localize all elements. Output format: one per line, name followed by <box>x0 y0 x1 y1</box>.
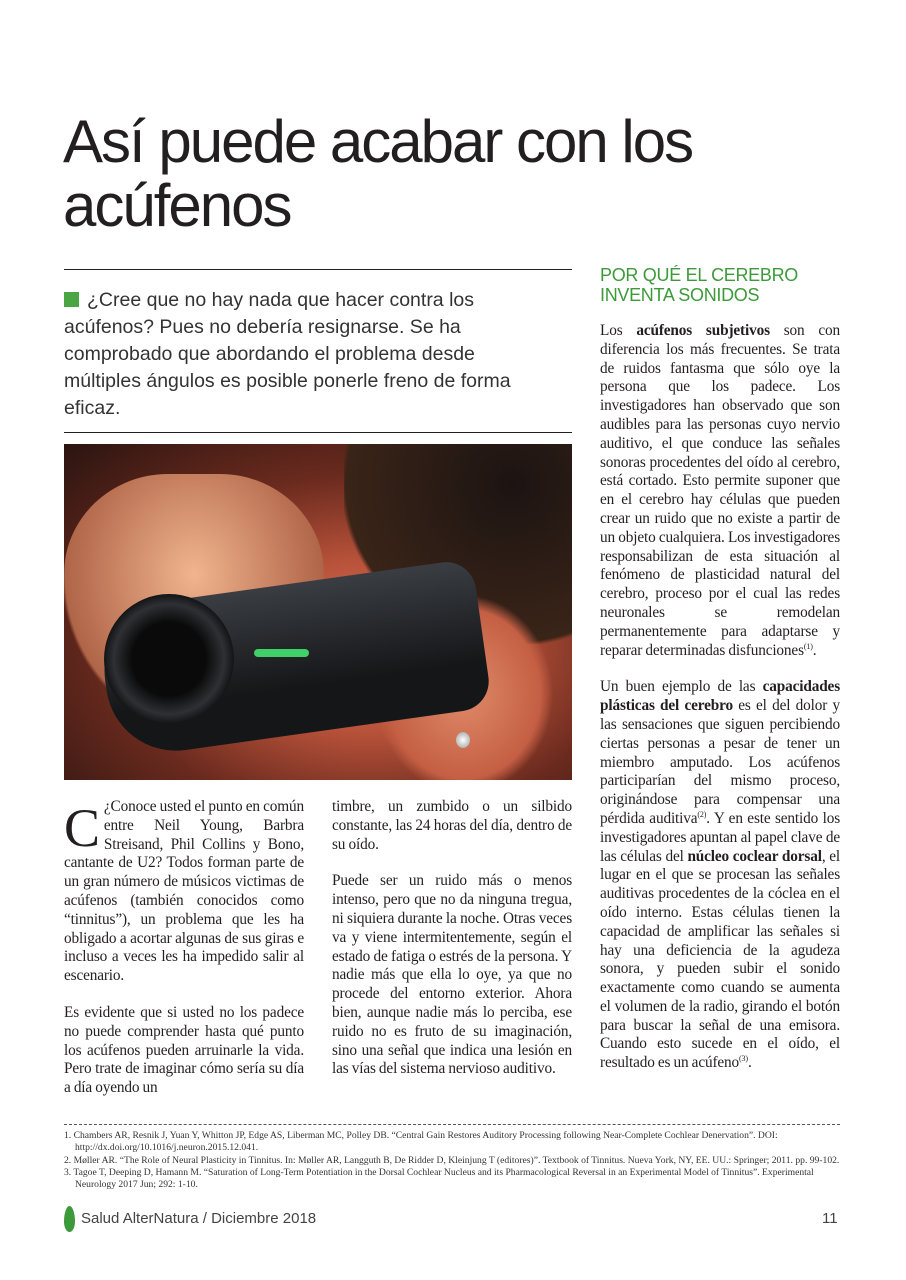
lead-text: ¿Cree que no hay nada que hacer contra los acúfenos? Pues no debería resignarse. Se ha comprobado que abordando el problema desde múltiples ángulos es posible ponerle freno de forma eficaz. <box>64 289 511 419</box>
column-1 <box>64 798 304 1116</box>
column-2 <box>332 798 572 1097</box>
leaf-logo-icon <box>64 1206 75 1232</box>
footnote: 3. Tagoe T, Deeping D, Hamann M. “Saturation of Long-Term Potentiation in the Dorsal Cochlear Nucleus and its Pharmacological Reversal in an Experimental Model of Tinnitus”. Experimental Neurology 2017 Jun; 292: 1-10. <box>64 1166 814 1191</box>
footnote-ref: (2) <box>697 809 707 819</box>
divider <box>64 432 572 433</box>
page-number: 11 <box>822 1210 838 1227</box>
footnote-ref: (1) <box>803 641 813 651</box>
footnote: 2. Møller AR. “The Role of Neural Plasticity in Tinnitus. In: Møller AR, Langguth B, De Ridder D, Kleinjung T (editores)”. Textbook of Tinnitus. Nueva York, NY, EE. UU.: Springer; 2011. pp. 99-102. <box>64 1154 840 1166</box>
footnote: 1. Chambers AR, Resnik J, Yuan Y, Whitton JP, Edge AS, Liberman MC, Polley DB. “Central Gain Restores Auditory Processing following Near-Complete Cochlear Denervation”. DOI: http://dx.doi.org/10.1016/j.neuron.2015.12.041. <box>64 1130 778 1154</box>
footnote-ref: (3) <box>739 1054 748 1064</box>
paragraph: Puede ser un ruido más o menos intenso, pero que no da ninguna tregua, ni siquiera durante la noche. Otras veces va y viene intermitentemente, según el estado de fatiga o estrés de la persona. Y nadie más que ella lo oye, ya que no procede del entorno exterior. Ahora bien, aunque nadie más lo perciba, ese ruido no es fruto de su imaginación, sino una señal que indica una lesión en las vías del sistema nervioso auditivo. <box>332 872 572 1078</box>
footnote-divider <box>64 1124 840 1125</box>
divider <box>64 269 572 270</box>
article-title: Así puede acabar con los acúfenos <box>63 108 693 239</box>
footnotes <box>64 1130 844 1191</box>
paragraph: Un buen ejemplo de las capacidades plásticas del cerebro es el del dolor y las sensaciones que siguen percibiendo ciertas personas a pesar de tener un miembro amputado. Los acúfenos participarían del mismo proceso, originándose para compensar una pérdida auditiva$^{(2)}$. Y en este sentido los investigadores apuntan al papel clave de las células del núcleo coclear dorsal, el lugar en el que se procesan las señales auditivas procedentes de la cóclea en el oído interno. Estas células tienen la capacidad de amplificar las señales si hay una deficiencia de la agudeza sonora, y pueden subir el sonido exactamente como cuando se aumenta el volumen de la radio, girando el botón para buscar la señal de una emisora. Cuando esto sucede en el oído, el resultado es un acúfeno$^{(3)}$. <box>600 678 840 1072</box>
column-3 <box>600 322 840 1091</box>
lead-paragraph <box>64 287 544 422</box>
section-heading: POR QUÉ EL CEREBRO INVENTA SONIDOS <box>600 265 798 305</box>
paragraph: timbre, un zumbido o un silbido constante, las 24 horas del día, dentro de su oído. <box>332 798 572 853</box>
paragraph: Los acúfenos subjetivos son con diferencia los más frecuentes. Se trata de ruidos fantasma que sólo oye la persona que los padece. Los investigadores han observado que son audibles para las personas cuyo nervio auditivo, el que conduce las señales sonoras procedentes del oído al cerebro, está cortado. Esto permite suponer que en el cerebro hay células que pueden crear un ruido que no existe a partir de un objeto cualquiera. Los investigadores responsabilizan de esta situación al fenómeno de plasticidad natural del cerebro, proceso por el cual las redes neuronales se remodelan permanentemente para adaptarse y reparar determinadas disfunciones$^{(1)}$. <box>600 322 840 659</box>
paragraph: Es evidente que si usted no los padece no puede comprender hasta qué punto los acúfenos pueden arruinarle la vida. Pero trate de imaginar cómo sería su día a día oyendo un <box>64 1003 304 1097</box>
publication-name: Salud AlterNatura / Diciembre 2018 <box>81 1210 317 1227</box>
otoscope-ear-photo <box>64 444 572 780</box>
square-bullet-icon <box>64 292 79 307</box>
drop-cap: C <box>64 798 100 858</box>
paragraph: ¿Conoce usted el punto en común entre Neil Young, Barbra Streisand, Phil Collins y Bono, cantante de U2? Todos forman parte de un gran número de músicos victimas de acúfenos (también conocidos como “tinnitus”), un problema que les ha obligado a acortar algunas de sus giras e incluso a veces les ha impedido salir al escenario. <box>64 798 304 985</box>
footer <box>64 1206 316 1232</box>
